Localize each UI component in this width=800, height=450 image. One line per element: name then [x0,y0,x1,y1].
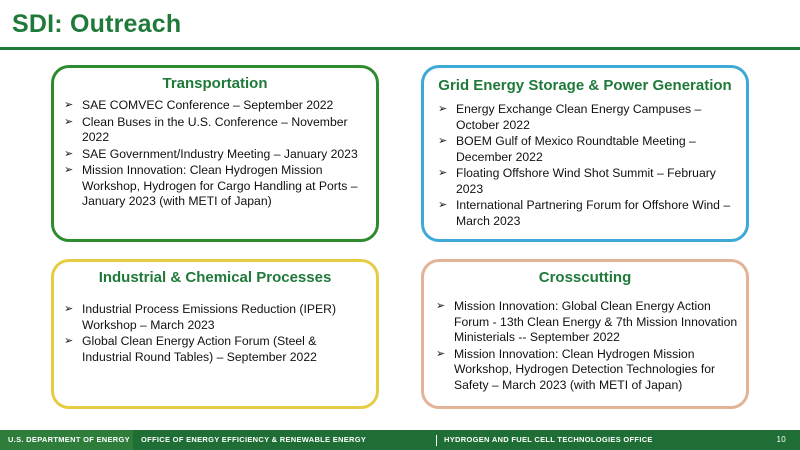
list-item: ➢ Mission Innovation: Clean Hydrogen Mission Workshop, Hydrogen for Cargo Handling at Ports – January 2023 (with METI of Japan) [64,163,358,208]
industrial-processes-list [62,302,366,365]
arrowhead-bullet-icon: ➢ [64,99,74,111]
arrowhead-bullet-icon: ➢ [64,303,74,315]
list-item: ➢ BOEM Gulf of Mexico Roundtable Meeting – December 2022 [438,134,696,164]
arrowhead-bullet-icon: ➢ [64,147,74,160]
list-item: ➢ Global Clean Energy Action Forum (Steel & Industrial Round Tables) – September 2022 [64,334,317,364]
arrowhead-bullet-icon: ➢ [438,103,448,115]
grid-storage-list [436,102,738,229]
footer-doe-label: U.S. DEPARTMENT OF ENERGY [0,430,133,450]
arrowhead-bullet-icon: ➢ [64,164,74,176]
list-item: ➢ Mission Innovation: Global Clean Energy Action Forum - 13th Clean Energy & 7th Mission Innovation Ministerials -- September 2022 [436,299,738,344]
footer-eere-label: OFFICE OF ENERGY EFFICIENCY & RENEWABLE ENERGY [141,435,367,444]
arrowhead-bullet-icon: ➢ [436,347,446,360]
crosscutting-heading: Crosscutting [538,269,632,286]
list-item: ➢ SAE COMVEC Conference – September 2022 [64,98,334,112]
arrowhead-bullet-icon: ➢ [64,335,74,347]
list-item: ➢ Clean Buses in the U.S. Conference – November 2022 [64,114,348,144]
footer-hfto-label: HYDROGEN AND FUEL CELL TECHNOLOGIES OFFICE [444,435,653,444]
transportation-list [62,98,368,210]
page-number: 10 [776,435,786,444]
grid-storage-box [421,65,749,242]
arrowhead-bullet-icon: ➢ [64,115,74,128]
grid-storage-heading: Grid Energy Storage & Power Generation [438,77,732,94]
transportation-heading: Transportation [162,75,268,92]
footer-divider [436,435,437,446]
industrial-processes-heading: Industrial & Chemical Processes [98,269,332,286]
transportation-box [51,65,379,242]
crosscutting-box [421,259,749,409]
list-item: ➢ Energy Exchange Clean Energy Campuses – October 2022 [438,102,702,132]
slide-title: SDI: Outreach [12,10,182,38]
arrowhead-bullet-icon: ➢ [438,167,448,179]
arrowhead-bullet-icon: ➢ [438,135,448,147]
list-item: ➢ Floating Offshore Wind Shot Summit – February 2023 [438,166,716,196]
arrowhead-bullet-icon: ➢ [436,300,446,312]
list-item: ➢ SAE Government/Industry Meeting – January 2023 [64,146,358,161]
industrial-processes-box [51,259,379,409]
list-item: ➢ International Partnering Forum for Offshore Wind – March 2023 [438,198,731,228]
list-item: ➢ Mission Innovation: Clean Hydrogen Mission Workshop, Hydrogen Detection Technologies for Safety – March 2023 (with METI of Japan) [436,346,716,392]
list-item: ➢ Industrial Process Emissions Reduction (IPER) Workshop – March 2023 [64,302,336,332]
footer-bar [0,430,800,450]
title-divider [0,47,800,50]
crosscutting-list [434,299,738,393]
arrowhead-bullet-icon: ➢ [438,199,448,211]
